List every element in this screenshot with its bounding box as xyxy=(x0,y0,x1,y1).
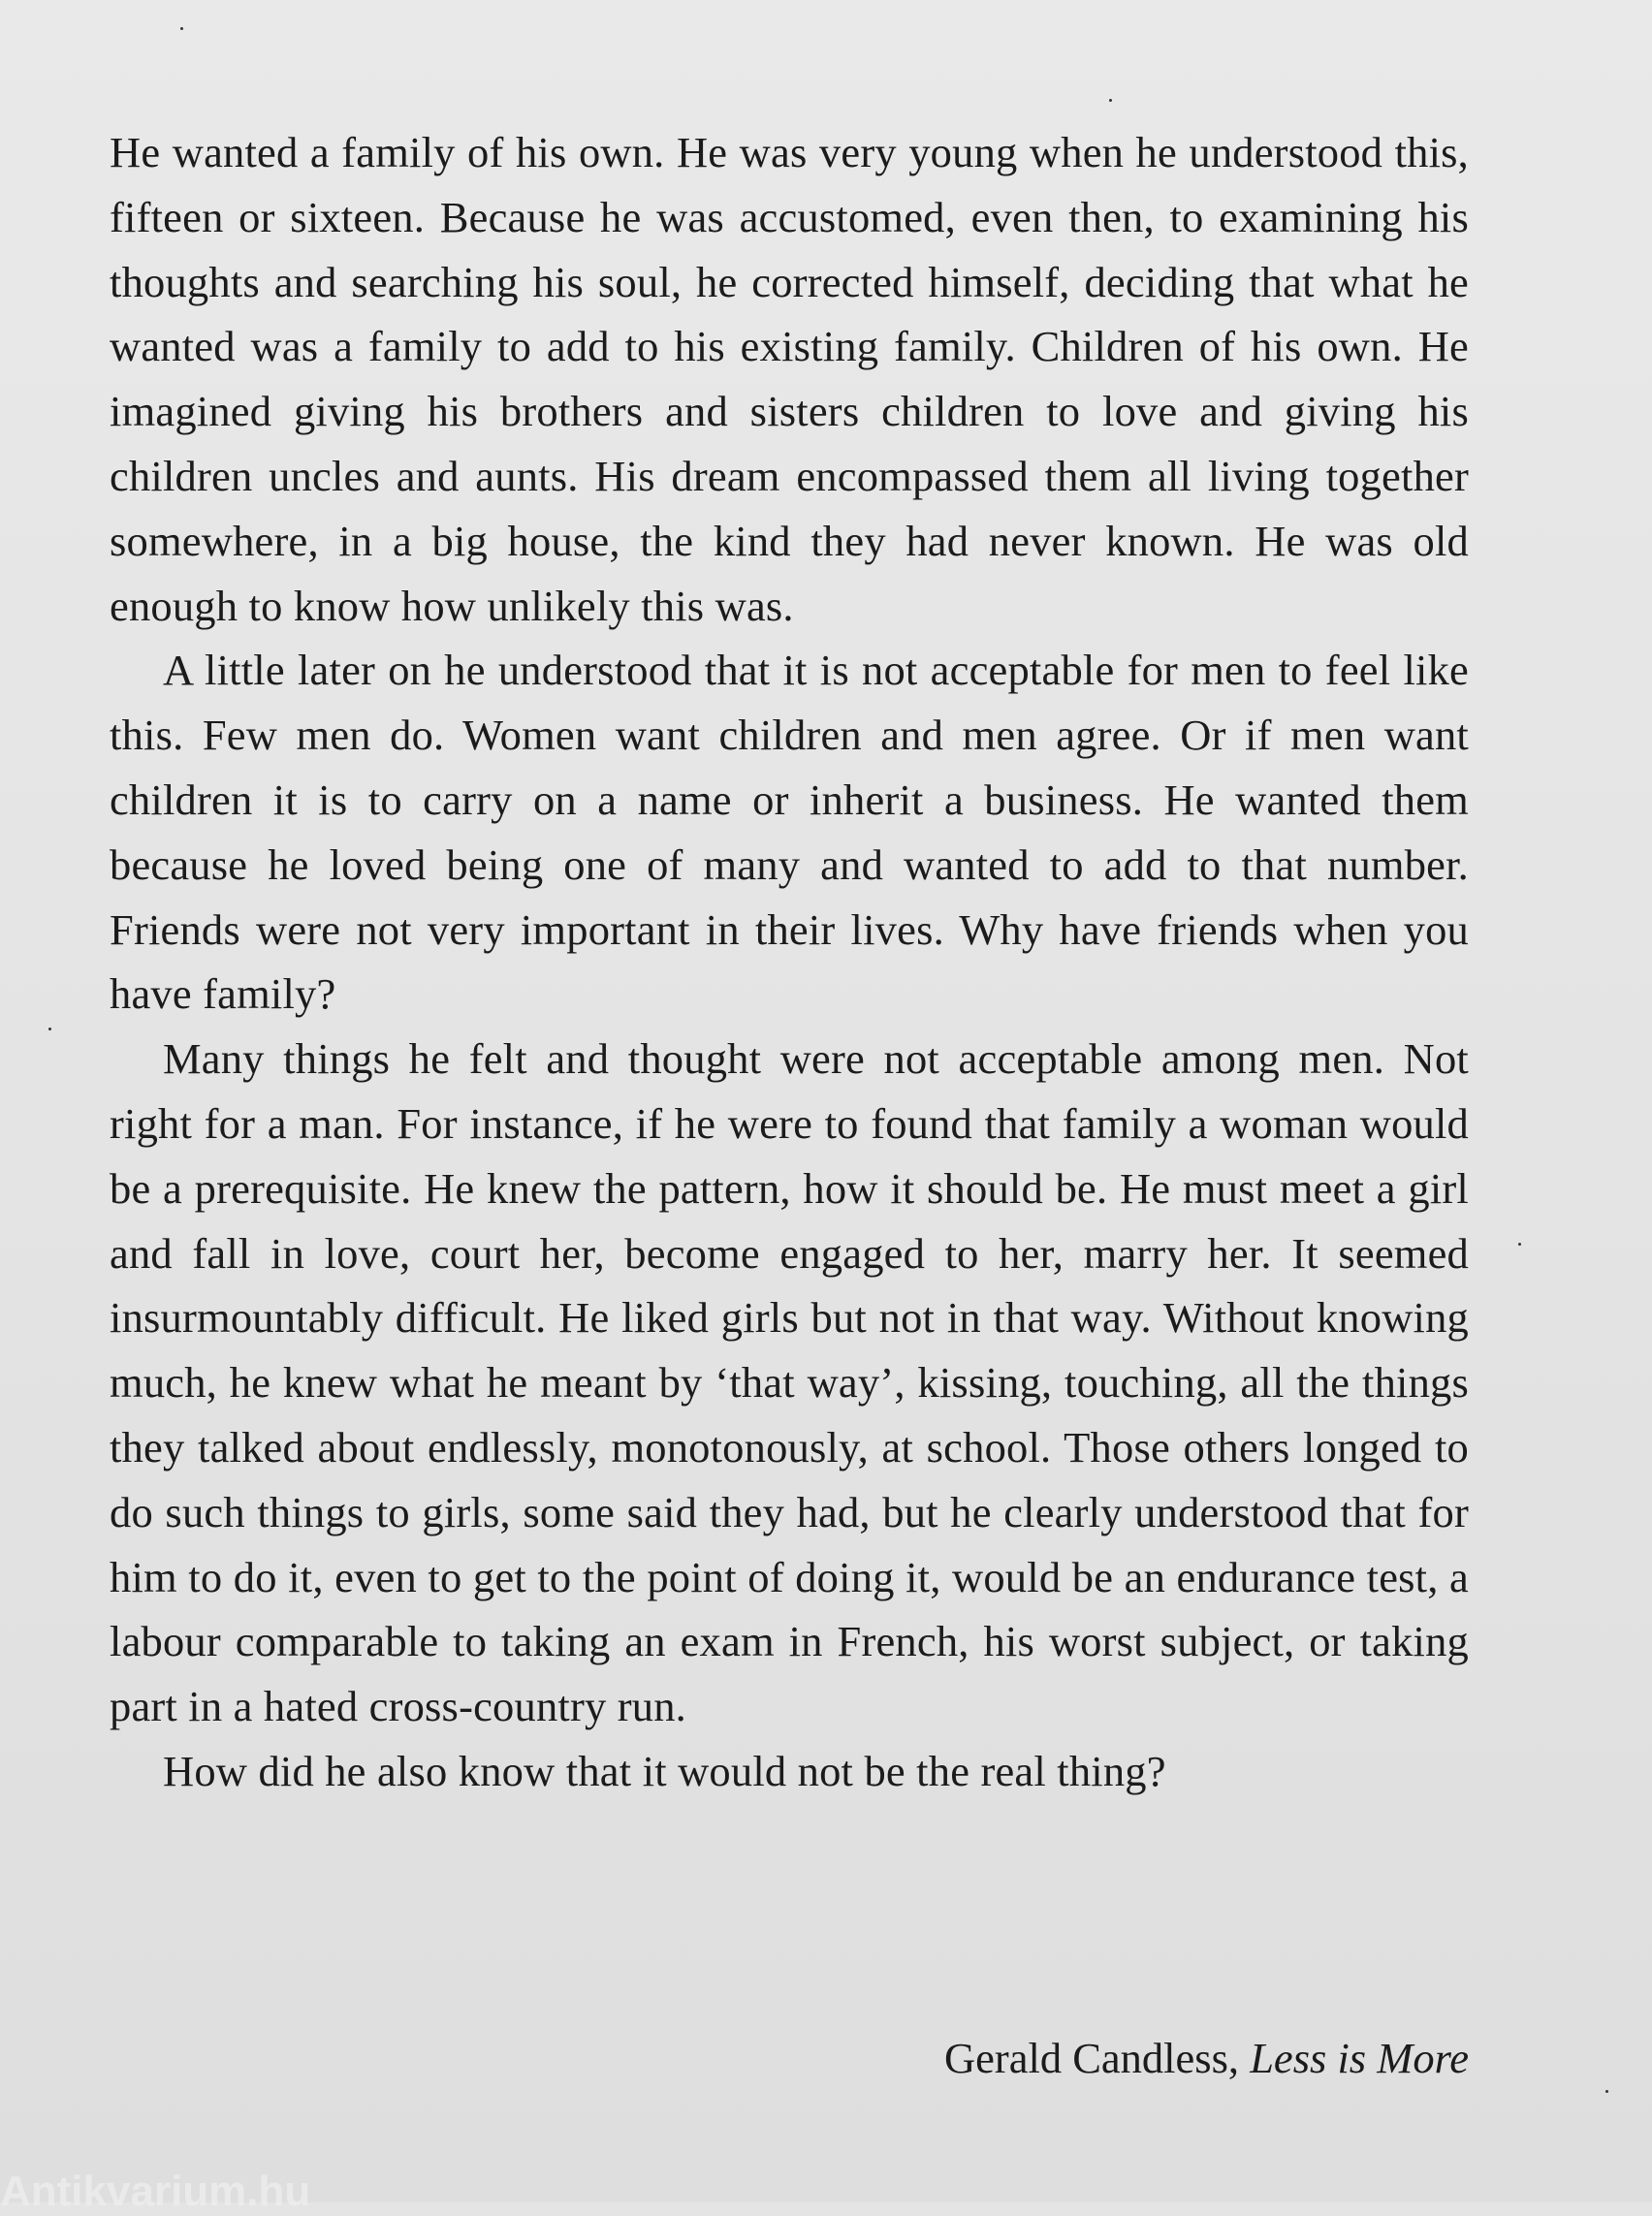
paragraph-4: How did he also know that it would not be the real thing? xyxy=(163,1746,1166,1795)
attribution-book-title: Less is More xyxy=(1250,2034,1469,2082)
paragraph-1: He wanted a family of his own. He was very young when he understood this, fifteen or sixteen. Because he was accustomed, even then, to examining his thoughts and searching his soul, he corrected himself, deciding that what he wanted was a family to add to his existing family. Children of his own. He imagined giving his brothers and sisters children to love and giving his children uncles and aunts. His dream encompassed them all living together somewhere, in a big house, the kind they had never known. He was old enough to know how unlikely this was. xyxy=(110,128,1469,630)
paper-speck xyxy=(180,27,183,30)
paper-speck xyxy=(1518,1243,1521,1246)
watermark: Antikvarium.hu xyxy=(0,2168,311,2215)
paper-speck xyxy=(1605,2090,1608,2093)
paper-speck xyxy=(48,1028,51,1030)
paper-speck xyxy=(1109,99,1112,102)
attribution-author: Gerald Candless, xyxy=(944,2034,1240,2082)
attribution xyxy=(944,2026,1469,2090)
paragraph-2: A little later on he understood that it is not acceptable for men to feel like this. Few men do. Women want children and men agree. Or if men want children it is to carry on a name or inherit a business. He wanted them because he loved being one of many and wanted to add to that number. Friends were not very important in their lives. Why have friends when you have family? xyxy=(110,646,1469,1019)
paragraph-3: Many things he felt and thought were not acceptable among men. Not right for a man. For instance, if he were to found that family a woman would be a prerequisite. He knew the pattern, how it should be. He must meet a girl and fall in love, court her, become engaged to her, marry her. It seemed insurmountably difficult. He liked girls but not in that way. Without knowing much, he knew what he meant by ‘that way’, kissing, touching, all the things they talked about endlessly, monotonously, at school. Those others longed to do such things to girls, some said they had, but he clearly understood that for him to do it, even to get to the point of doing it, would be an endurance test, a labour comparable to taking an exam in French, his worst subject, or taking part in a hated cross-country run. xyxy=(110,1034,1469,1731)
body-text xyxy=(110,120,1469,1804)
